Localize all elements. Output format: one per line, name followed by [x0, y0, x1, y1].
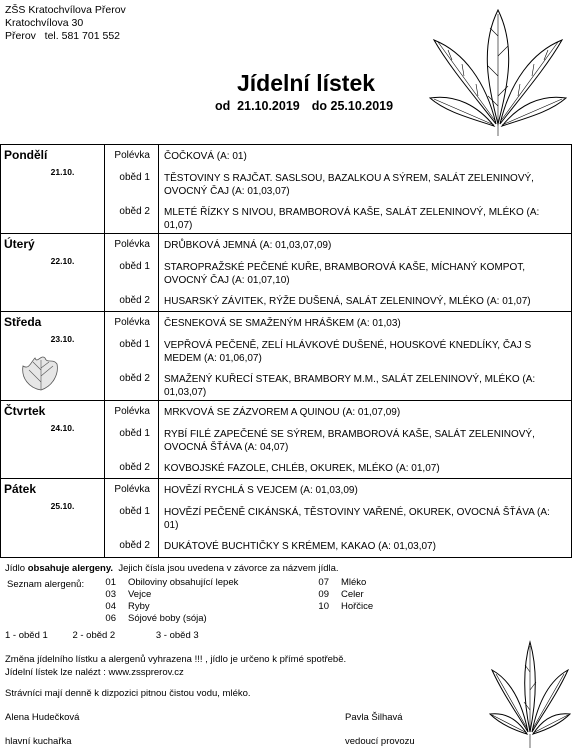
- signature-role-manager: vedoucí provozu: [345, 736, 415, 747]
- allergen-number: 03: [105, 589, 116, 600]
- date-range: [0, 99, 574, 113]
- day-cell: [1, 401, 105, 479]
- website-note: Jídelní lístek lze nalézt : www.zssprerov.cz: [5, 667, 184, 678]
- meal-text: HOVĚZÍ PEČENĚ CIKÁNSKÁ, TĚSTOVINY VAŘENÉ, OKUREK, OVOCNÁ ŠŤÁVA (A: 01): [159, 501, 572, 535]
- day-cell: [1, 145, 105, 234]
- allergen-name: Sójové boby (sója): [128, 613, 207, 624]
- signature-name-cook: Alena Hudečková: [5, 712, 80, 723]
- menu-row: [1, 145, 572, 167]
- allergen-number: 09: [318, 589, 329, 600]
- course-label: Polévka: [114, 317, 150, 328]
- course-label: oběd 2: [119, 205, 150, 217]
- meal-text: MRKVOVÁ SE ZÁZVOREM A QUINOU (A: 01,07,09): [159, 401, 572, 423]
- allergen-name: Obiloviny obsahující lepek: [128, 577, 239, 588]
- menu-row: [1, 479, 572, 501]
- allergen-note-bold: obsahuje alergeny.: [27, 563, 114, 574]
- allergen-number: 06: [105, 613, 116, 624]
- allergen-row: [313, 589, 373, 601]
- allergen-note: [5, 563, 339, 574]
- course-label: oběd 1: [119, 427, 150, 439]
- day-cell: [1, 479, 105, 558]
- menu-row: [1, 312, 572, 334]
- allergen-row: [313, 577, 373, 589]
- allergen-number: 01: [105, 577, 116, 588]
- day-cell: [1, 312, 105, 401]
- allergen-number: 07: [318, 577, 329, 588]
- course-label: oběd 2: [119, 461, 150, 473]
- course-label: oběd 2: [119, 372, 150, 384]
- meal-text: RYBÍ FILÉ ZAPEČENÉ SE SÝREM, BRAMBOROVÁ KAŠE, SALÁT ZELENINOVÝ, OVOCNÁ ŠŤÁVA (A: 04,07): [159, 423, 572, 457]
- to-label: do: [311, 99, 328, 113]
- school-header: [5, 4, 126, 43]
- allergen-row: [100, 601, 238, 613]
- legend-item: 3 - oběd 3: [155, 630, 199, 641]
- menu-row: [1, 234, 572, 256]
- water-note: Strávníci mají denně k dizpozici pitnou čistou vodu, mléko.: [5, 688, 251, 699]
- allergen-name: Celer: [341, 589, 364, 600]
- meal-text: HOVĚZÍ RYCHLÁ S VEJCEM (A: 01,03,09): [159, 479, 572, 501]
- day-date: 21.10.: [50, 167, 75, 177]
- school-street: Kratochvílova 30: [5, 17, 84, 29]
- meal-text: STAROPRAŽSKÉ PEČENÉ KUŘE, BRAMBOROVÁ KAŠE, MÍCHANÝ KOMPOT, OVOCNÝ ČAJ (A: 01,07,10): [159, 256, 572, 290]
- legend-item: 1 - oběd 1: [5, 630, 48, 641]
- course-label: oběd 1: [119, 338, 150, 350]
- menu-row: [1, 401, 572, 423]
- signature-role-cook: hlavní kuchařka: [5, 736, 72, 747]
- legend-item: 2 - oběd 2: [72, 630, 116, 641]
- meal-text: DRŮBKOVÁ JEMNÁ (A: 01,03,07,09): [159, 234, 572, 256]
- meal-text: ČESNEKOVÁ SE SMAŽENÝM HRÁŠKEM (A: 01,03): [159, 312, 572, 334]
- course-label: oběd 1: [119, 505, 150, 517]
- allergen-note-text: Jídlo: [5, 563, 28, 574]
- from-date: 21.10.2019: [237, 99, 300, 113]
- allergen-list-right: [313, 577, 373, 613]
- meal-text: HUSARSKÝ ZÁVITEK, RÝŽE DUŠENÁ, SALÁT ZELENINOVÝ, MLÉKO (A: 01,07): [159, 290, 572, 312]
- allergen-name: Vejce: [128, 589, 152, 600]
- meal-text: ČOČKOVÁ (A: 01): [159, 145, 572, 167]
- meal-text: VEPŘOVÁ PEČENĚ, ZELÍ HLÁVKOVÉ DUŠENÉ, HOUSKOVÉ KNEDLÍKY, ČAJ S MEDEM (A: 01,06,07): [159, 334, 572, 368]
- course-label: oběd 1: [119, 171, 150, 183]
- allergen-row: [313, 601, 373, 613]
- leaf-icon: [19, 352, 63, 392]
- meal-text: TĚSTOVINY S RAJČAT. SASLSOU, BAZALKOU A SÝREM, SALÁT ZELENINOVÝ, OVOCNÝ ČAJ (A: 01,03,07): [159, 167, 572, 201]
- page-title: Jídelní lístek: [236, 70, 376, 96]
- day-name: Čtvrtek: [4, 404, 46, 418]
- day-date: 23.10.: [50, 334, 75, 344]
- allergen-list-label: Seznam alergenů:: [7, 579, 85, 590]
- meal-text: KOVBOJSKÉ FAZOLE, CHLÉB, OKUREK, MLÉKO (A: 01,07): [159, 457, 572, 479]
- course-label: oběd 2: [119, 294, 150, 306]
- course-label: Polévka: [114, 406, 150, 417]
- allergen-row: [100, 577, 238, 589]
- course-legend: [5, 630, 199, 641]
- allergen-list-left: [100, 577, 238, 625]
- allergen-name: Hořčice: [341, 601, 374, 612]
- day-name: Pondělí: [4, 148, 48, 162]
- course-label: Polévka: [114, 150, 150, 161]
- day-date: 24.10.: [50, 423, 75, 433]
- day-name: Pátek: [4, 482, 37, 496]
- allergen-name: Ryby: [128, 601, 150, 612]
- meal-text: SMAŽENÝ KUŘECÍ STEAK, BRAMBORY M.M., SALÁT ZELENINOVÝ, MLÉKO (A: 01,03,07): [159, 368, 572, 401]
- meal-text: DUKÁTOVÉ BUCHTIČKY S KRÉMEM, KAKAO (A: 01,03,07): [159, 535, 572, 558]
- change-note: Změna jídelního lístku a alergenů vyhrazena !!! , jídlo je určeno k přímé spotřebě.: [5, 654, 347, 665]
- chestnut-leaf-icon: [488, 640, 572, 750]
- allergen-row: [100, 613, 238, 625]
- day-date: 25.10.: [50, 501, 75, 511]
- day-name: Středa: [4, 315, 42, 329]
- allergen-note-text-2: Jejich čísla jsou uvedena v závorce za názvem jídla.: [113, 563, 339, 574]
- day-date: 22.10.: [50, 256, 75, 266]
- course-label: oběd 2: [119, 539, 150, 551]
- day-name: Úterý: [4, 237, 35, 251]
- school-city-phone: Přerov tel. 581 701 552: [5, 30, 120, 42]
- course-label: Polévka: [114, 484, 150, 495]
- meal-text: MLETÉ ŘÍZKY S NIVOU, BRAMBOROVÁ KAŠE, SALÁT ZELENINOVÝ, MLÉKO (A: 01,07): [159, 201, 572, 234]
- allergen-name: Mléko: [341, 577, 367, 588]
- allergen-number: 10: [318, 601, 329, 612]
- day-cell: [1, 234, 105, 312]
- course-label: Polévka: [114, 239, 150, 250]
- signature-name-manager: Pavla Šilhavá: [345, 712, 403, 723]
- from-label: od: [214, 99, 231, 113]
- menu-table: [0, 144, 572, 558]
- to-date: 25.10.2019: [330, 99, 394, 113]
- course-label: oběd 1: [119, 260, 150, 272]
- allergen-number: 04: [105, 601, 116, 612]
- allergen-row: [100, 589, 238, 601]
- school-name: ZŠS Kratochvílova Přerov: [5, 4, 126, 16]
